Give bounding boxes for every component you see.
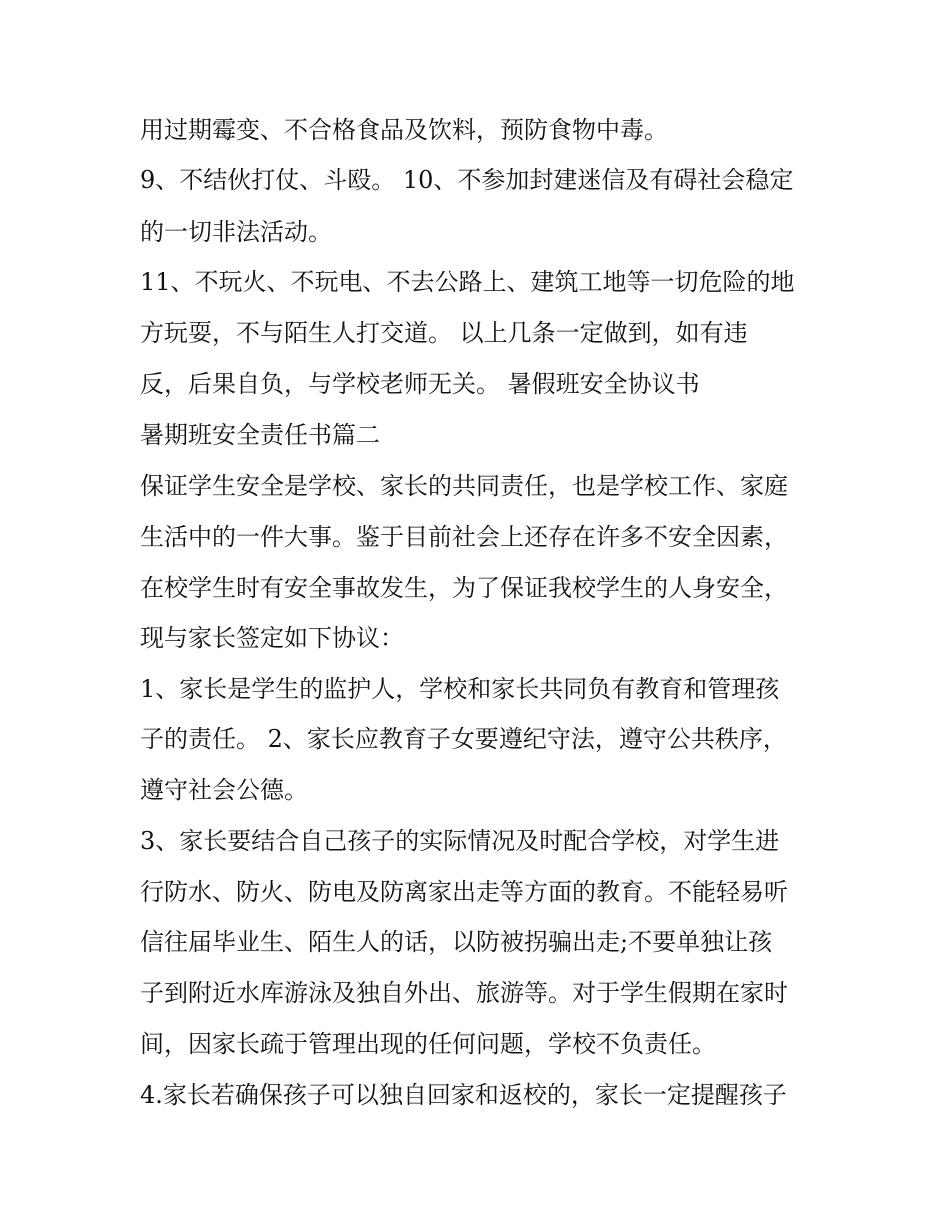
text-line: 信往届毕业生、陌生人的话，以防被拐骗出走;不要单独让孩 [140,928,773,956]
text-line: 间，因家长疏于管理出现的任何问题，学校不负责任。 [140,1030,716,1058]
text-line: 方玩耍，不与陌生人打交道。 以上几条一定做到，如有违 [140,319,748,347]
text-line: 4.家长若确保孩子可以独自回家和返校的，家长一定提醒孩子 [140,1081,787,1109]
text-line: 子的责任。 2、家长应教育子女要遵纪守法，遵守公共秩序， [140,725,787,753]
text-line: 3、家长要结合自己孩子的实际情况及时配合学校，对学生进 [140,827,780,855]
text-line: 现与家长签定如下协议： [140,624,404,652]
section-heading: 暑期班安全责任书篇二 [140,421,380,449]
text-line: 9、不结伙打仗、斗殴。 10、不参加封建迷信及有碍社会稳定 [140,166,794,194]
text-line: 的一切非法活动。 [140,218,332,246]
text-line: 在校学生时有安全事故发生，为了保证我校学生的人身安全， [140,574,788,602]
text-line: 1、家长是学生的监护人，学校和家长共同负有教育和管理孩 [140,675,780,703]
text-line: 遵守社会公德。 [140,776,308,804]
text-line: 用过期霉变、不合格食品及饮料，预防食物中毒。 [140,116,668,144]
text-line: 子到附近水库游泳及独自外出、旅游等。对于学生假期在家时 [140,979,788,1007]
text-line: 行防水、防火、防电及防离家出走等方面的教育。不能轻易听 [140,878,788,906]
text-line: 11、不玩火、不玩电、不去公路上、建筑工地等一切危险的地 [140,268,795,296]
text-line: 保证学生安全是学校、家长的共同责任，也是学校工作、家庭 [140,472,788,500]
text-line: 生活中的一件大事。鉴于目前社会上还存在许多不安全因素， [140,523,788,551]
text-line: 反，后果自负，与学校老师无关。 暑假班安全协议书 [140,370,700,398]
